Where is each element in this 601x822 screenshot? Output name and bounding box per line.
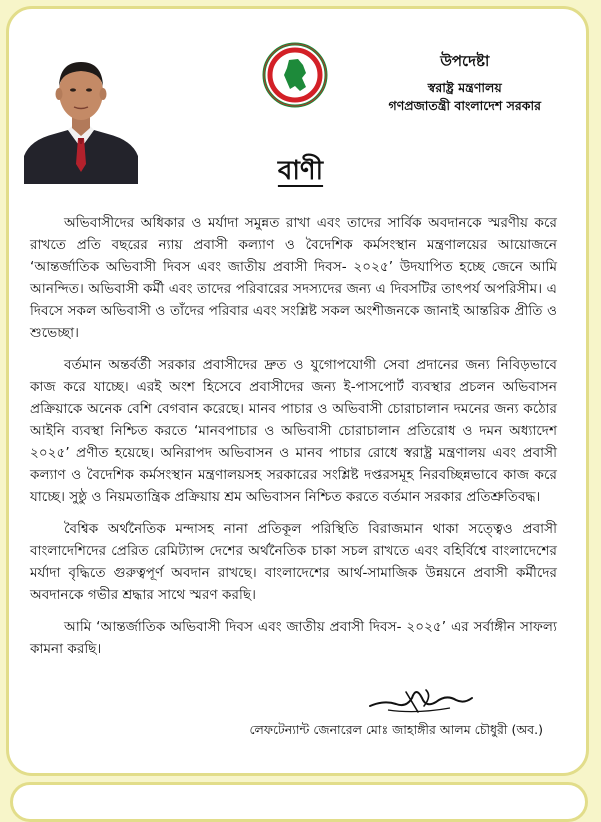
ministry-name: স্বরাষ্ট্র মন্ত্রণালয় xyxy=(427,80,502,95)
office-title: উপদেষ্টা xyxy=(440,52,490,70)
adviser-title-block xyxy=(389,50,542,115)
paragraph: আমি ‘আন্তর্জাতিক অভিবাসী দিবস এবং জাতীয় প্রবাসী দিবস- ২০২৫’ এর সর্বাঙ্গীন সাফল্য কামনা করছি। xyxy=(30,619,557,657)
message-heading xyxy=(0,150,601,194)
paragraph: বর্তমান অন্তর্বর্তী সরকার প্রবাসীদের দ্রুত ও যুগোপযোগী সেবা প্রদানের জন্য নিবিড়ভাবে কাজ করে যাচ্ছে। এরই অংশ হিসেবে প্রবাসীদের জন্য ই-পাসপোর্ট ব্যবস্থার প্রচলন অভিবাসন প্রক্রিয়াকে অনেক বেশি বেগবান করেছে। মানব পাচার ও অভিবাসী চোরাচালান দমনের জন্য কঠোর আইনি ব্যবস্থা নিশ্চিত করতে ‘মানবপাচার ও অভিবাসী চোরাচালান প্রতিরোধ ও দমন অধ্যাদেশ ২০২৫’ প্রণীত হয়েছে। অনিরাপদ অভিবাসন ও মানব পাচার রোধে স্বরাষ্ট্র মন্ত্রণালয় এবং প্রবাসী কল্যাণ ও বৈদেশিক কর্মসংস্থান মন্ত্রণালয়সহ সরকারের সংশ্লিষ্ট দপ্তরসমূহ নিরবচ্ছিন্নভাবে কাজ করে যাচ্ছে। সুষ্ঠু ও নিয়মতান্ত্রিক প্রক্রিয়ায় শ্রম অভিবাসন নিশ্চিত করতে বর্তমান সরকার প্রতিশ্রুতিবদ্ধ। xyxy=(30,357,557,505)
message-heading-text: বাণী xyxy=(277,156,324,186)
paragraph: অভিবাসীদের অধিকার ও মর্যাদা সমুন্নত রাখা এবং তাদের সার্বিক অবদানকে স্মরণীয় করে রাখতে প্রতি বছরের ন্যায় প্রবাসী কল্যাণ ও বৈদেশিক কর্মসংস্থান মন্ত্রণালয়ের আয়োজনে ‘আন্তর্জাতিক অভিবাসী দিবস এবং জাতীয় প্রবাসী দিবস- ২০২৫’ উদযাপিত হচ্ছে জেনে আমি আনন্দিত। অভিবাসী কর্মী এবং তাদের পরিবারের সদস্যদের জন্য এ দিবসটির তাৎপর্য অপরিসীম। এ দিবসে সকল অভিবাসী ও তাঁদের পরিবার এবং সংশ্লিষ্ট সকল অংশীজনকে জানাই আন্তরিক প্রীতি ও শুভেচ্ছা। xyxy=(30,215,557,341)
government-seal xyxy=(262,42,328,108)
government-name: গণপ্রজাতন্ত্রী বাংলাদেশ সরকার xyxy=(388,98,541,113)
handwritten-signature xyxy=(366,678,476,718)
message-body xyxy=(30,212,557,670)
signer-name: লেফটেন্যান্ট জেনারেল মোঃ জাহাঙ্গীর আলম চৌধুরী (অব.) xyxy=(249,722,543,737)
paragraph: বৈশ্বিক অর্থনৈতিক মন্দাসহ নানা প্রতিকূল পরিস্থিতি বিরাজমান থাকা সত্ত্বেও প্রবাসী বাংলাদেশিদের প্রেরিত রেমিট্যান্স দেশের অর্থনৈতিক চাকা সচল রাখতে এবং বহির্বিশ্বে বাংলাদেশের মর্যাদা বৃদ্ধিতে গুরুত্বপূর্ণ অবদান রাখছে। বাংলাদেশের আর্থ-সামাজিক উন্নয়নে প্রবাসী কর্মীদের অবদানকে গভীর শ্রদ্ধার সাথে স্মরণ করছি। xyxy=(30,521,557,603)
next-message-card-edge xyxy=(10,782,588,822)
